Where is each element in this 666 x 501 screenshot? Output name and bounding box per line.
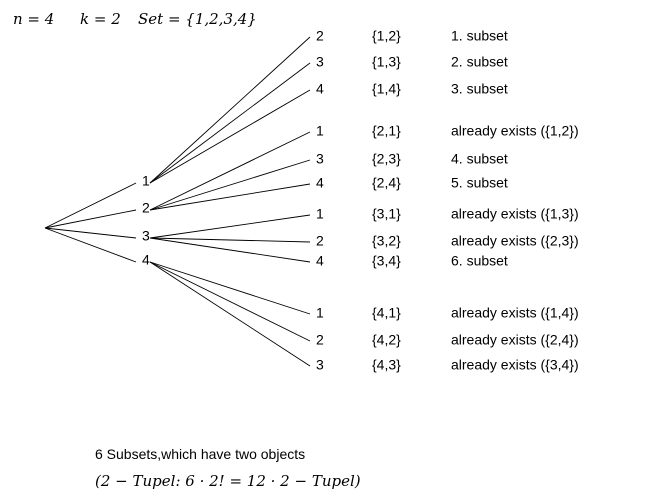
edge-level1-to-leaf bbox=[150, 132, 310, 210]
pair-label: {3,2} bbox=[372, 232, 401, 249]
leaf-node-label: 1 bbox=[316, 122, 324, 139]
level1-node-label: 3 bbox=[142, 227, 150, 244]
level1-node-label: 1 bbox=[142, 172, 150, 189]
leaf-node-label: 3 bbox=[316, 356, 324, 373]
leaf-node-label: 2 bbox=[316, 331, 324, 348]
footer-formula: (2 − Tupel: 6 · 2! = 12 · 2 − Tupel) bbox=[95, 472, 361, 490]
leaf-node-label: 2 bbox=[316, 27, 324, 44]
subset-note: 2. subset bbox=[451, 53, 508, 70]
pair-label: {1,2} bbox=[372, 27, 401, 44]
leaf-node-label: 4 bbox=[316, 80, 324, 97]
header-set: Set = {1,2,3,4} bbox=[138, 10, 257, 28]
edge-level1-to-leaf bbox=[150, 90, 310, 183]
tree-level1-nodes bbox=[142, 173, 150, 268]
pair-label: {3,4} bbox=[372, 252, 401, 269]
edge-level1-to-leaf bbox=[150, 262, 310, 341]
pair-label: {2,4} bbox=[372, 174, 401, 191]
subset-note: already exists ({3,4}) bbox=[451, 356, 579, 373]
pair-label: {3,1} bbox=[372, 205, 401, 222]
pair-label: {4,2} bbox=[372, 331, 401, 348]
edge-level1-to-leaf bbox=[150, 37, 310, 183]
subset-note: 1. subset bbox=[451, 27, 508, 44]
subset-note: already exists ({2,4}) bbox=[451, 331, 579, 348]
pair-label: {1,4} bbox=[372, 80, 401, 97]
subset-note: already exists ({1,3}) bbox=[451, 205, 579, 222]
tree-edges bbox=[45, 37, 310, 366]
leaf-node-label: 4 bbox=[316, 174, 324, 191]
level1-node-label: 4 bbox=[142, 251, 150, 268]
pair-label: {4,1} bbox=[372, 304, 401, 321]
edge-level1-to-leaf bbox=[150, 184, 310, 210]
edge-root-to-level1 bbox=[45, 183, 136, 228]
leaf-node-label: 3 bbox=[316, 150, 324, 167]
subset-note: already exists ({2,3}) bbox=[451, 232, 579, 249]
pair-label: {4,3} bbox=[372, 356, 401, 373]
edge-level1-to-leaf bbox=[150, 215, 310, 238]
leaf-node-label: 4 bbox=[316, 252, 324, 269]
pair-label: {2,3} bbox=[372, 150, 401, 167]
leaf-node-label: 1 bbox=[316, 205, 324, 222]
edge-root-to-level1 bbox=[45, 210, 136, 228]
footer-summary: 6 Subsets,which have two objects bbox=[95, 446, 306, 462]
edge-level1-to-leaf bbox=[150, 160, 310, 210]
subset-note: 3. subset bbox=[451, 80, 508, 97]
subset-note: already exists ({1,4}) bbox=[451, 304, 579, 321]
edge-level1-to-leaf bbox=[150, 262, 310, 366]
edge-level1-to-leaf bbox=[150, 63, 310, 183]
header-n: n = 4 bbox=[13, 10, 55, 28]
leaf-node-label: 1 bbox=[316, 304, 324, 321]
edge-level1-to-leaf bbox=[150, 262, 310, 314]
tree-rows bbox=[316, 28, 579, 373]
leaf-node-label: 3 bbox=[316, 53, 324, 70]
header-k: k = 2 bbox=[80, 10, 121, 28]
subset-note: 6. subset bbox=[451, 252, 508, 269]
pair-label: {1,3} bbox=[372, 53, 401, 70]
subset-note: 5. subset bbox=[451, 174, 508, 191]
subset-note: 4. subset bbox=[451, 150, 508, 167]
pair-label: {2,1} bbox=[372, 122, 401, 139]
level1-node-label: 2 bbox=[142, 199, 150, 216]
subset-note: already exists ({1,2}) bbox=[451, 122, 579, 139]
leaf-node-label: 2 bbox=[316, 232, 324, 249]
